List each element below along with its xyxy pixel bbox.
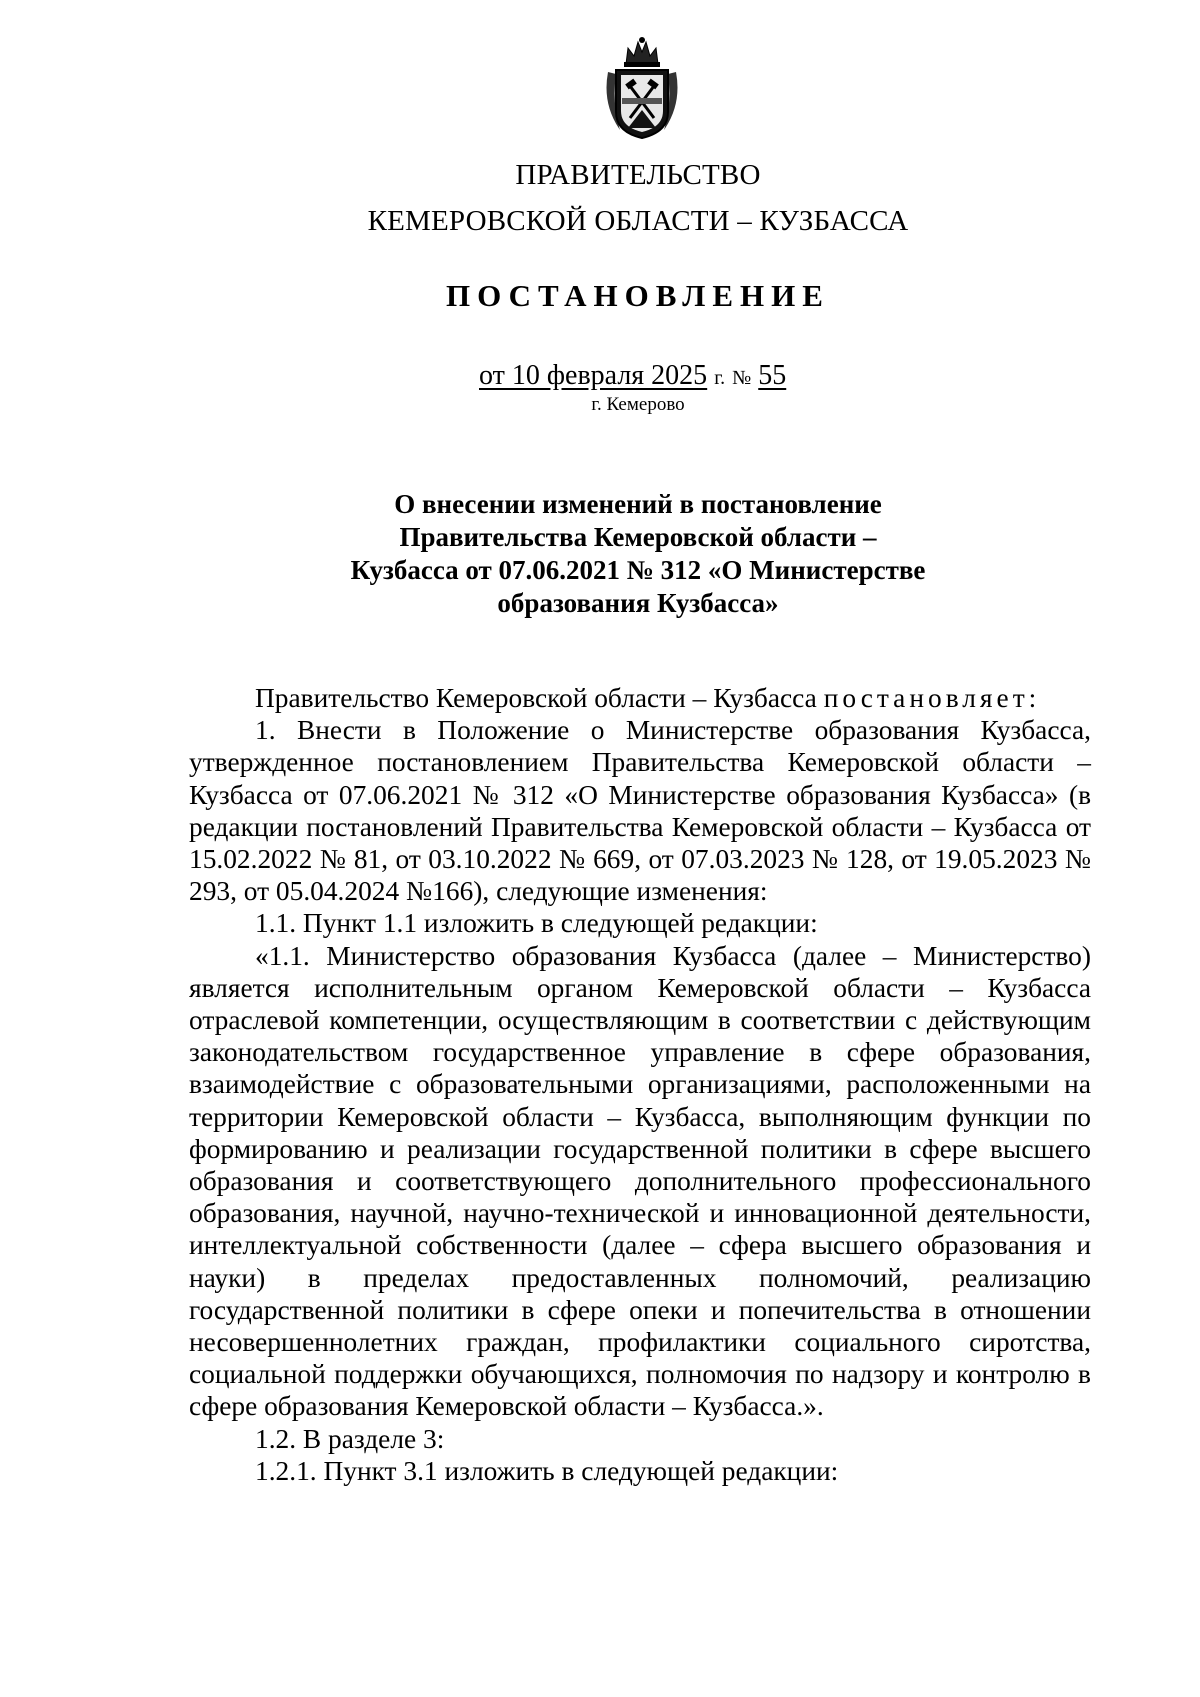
document-date: от 10 февраля 2025 (479, 360, 708, 391)
organization-name-line-1: ПРАВИТЕЛЬСТВО (515, 159, 761, 191)
kuzbass-coat-of-arms-icon (598, 34, 686, 142)
paragraph-1: 1. Внести в Положение о Министерстве образования Кузбасса, утвержденное постановлением Правительства Кемеровской области – Кузбасса от 07.06.2021 № 312 «О Министерстве образования Кузбасса» (в редакции постановлений Правительства Кемеровской области – Кузбасса от 15.02.2022 № 81, от 03.10.2022 № 669, от 07.03.2023 № 128, от 19.05.2023 № 293, от 05.04.2024 №166), следующие изменения: (189, 715, 1091, 907)
year-suffix: г. (714, 367, 726, 389)
paragraph-1-2-1: 1.2.1. Пункт 3.1 изложить в следующей редакции: (255, 1455, 839, 1486)
intro-verb: постановляет: (823, 683, 1041, 713)
paragraph-1-1: 1.1. Пункт 1.1 изложить в следующей редакции: (255, 908, 818, 939)
subject-line-1: О внесении изменений в постановление (394, 489, 882, 519)
document-number: 55 (758, 360, 787, 391)
paragraph-1-2: 1.2. В разделе 3: (255, 1423, 445, 1454)
document-date-number (479, 360, 786, 394)
intro-paragraph (189, 682, 1091, 714)
organization-name-line-2: КЕМЕРОВСКОЙ ОБЛАСТИ – КУЗБАССА (367, 205, 909, 237)
document-type-title: ПОСТАНОВЛЕНИЕ (446, 278, 830, 313)
number-sign: № (732, 367, 752, 389)
subject-line-4: образования Кузбасса» (497, 588, 779, 618)
document-body (189, 682, 1091, 1487)
subject-line-2: Правительства Кемеровской области – (399, 522, 877, 552)
document-subject (0, 488, 1200, 620)
intro-prefix: Правительство Кемеровской области – Кузбасса (255, 683, 817, 713)
document-city: г. Кемерово (591, 394, 685, 415)
quoted-paragraph: «1.1. Министерство образования Кузбасса (далее – Министерство) является исполнительным органом Кемеровской области – Кузбасса отраслевой компетенции, осуществляющим в соответствии с действующим законодательством государственное управление в сфере образования, взаимодействие с образовательными организациями, расположенными на территории Кемеровской области – Кузбасса, выполняющим функции по формированию и реализации государственной политики в сфере высшего образования и соответствующего дополнительного профессионального образования, научной, научно-технической и инновационной деятельности, интеллектуальной собственности (далее – сфера высшего образования и науки) в пределах предоставленных полномочий, реализацию государственной политики в сфере опеки и попечительства в отношении несовершеннолетних граждан, профилактики социального сиротства, социальной поддержки обучающихся, полномочия по надзору и контролю в сфере образования Кемеровской области – Кузбасса.». (189, 940, 1091, 1422)
subject-line-3: Кузбасса от 07.06.2021 № 312 «О Министерстве (350, 555, 926, 585)
